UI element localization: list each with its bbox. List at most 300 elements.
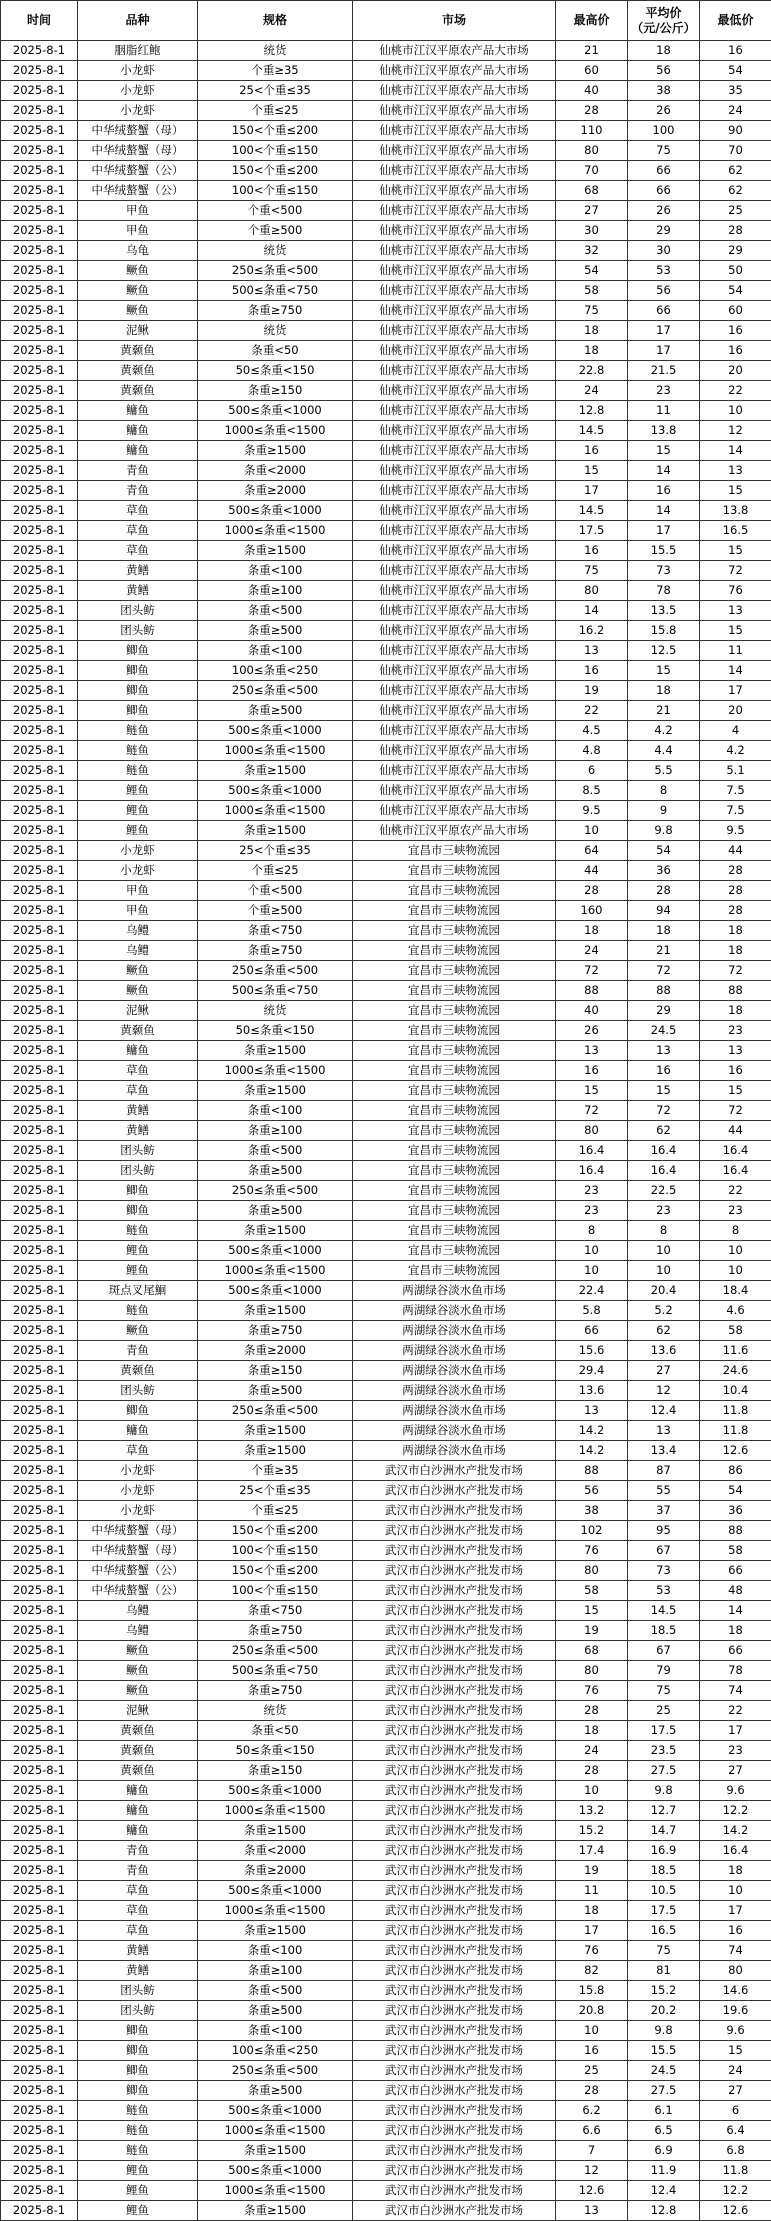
cell-date: 2025-8-1 [1,1541,78,1561]
cell-min-price: 10.4 [700,1381,771,1401]
table-row [1,2061,771,2081]
cell-date: 2025-8-1 [1,641,78,661]
cell-date: 2025-8-1 [1,1161,78,1181]
cell-max-price: 160 [556,901,628,921]
table-row [1,781,771,801]
cell-max-price: 12.8 [556,401,628,421]
cell-avg-price: 16 [628,1061,700,1081]
table-row [1,1161,771,1181]
table-row [1,541,771,561]
cell-spec: 条重≥750 [198,1681,353,1701]
table-row [1,1181,771,1201]
cell-market: 仙桃市江汉平原农产品大市场 [353,281,556,301]
table-row [1,2041,771,2061]
cell-date: 2025-8-1 [1,881,78,901]
cell-spec: 条重≥1500 [198,1301,353,1321]
cell-variety: 鲫鱼 [78,681,198,701]
cell-max-price: 80 [556,1121,628,1141]
cell-min-price: 72 [700,1101,771,1121]
cell-variety: 鳙鱼 [78,1421,198,1441]
cell-market: 武汉市白沙洲水产批发市场 [353,1641,556,1661]
cell-market: 武汉市白沙洲水产批发市场 [353,1961,556,1981]
cell-max-price: 28 [556,101,628,121]
cell-max-price: 76 [556,1541,628,1561]
cell-date: 2025-8-1 [1,1521,78,1541]
cell-variety: 中华绒螯蟹（母） [78,121,198,141]
cell-min-price: 12.2 [700,2181,771,2201]
cell-market: 武汉市白沙洲水产批发市场 [353,2001,556,2021]
cell-market: 武汉市白沙洲水产批发市场 [353,1941,556,1961]
cell-max-price: 16.4 [556,1141,628,1161]
cell-variety: 鲢鱼 [78,2121,198,2141]
cell-max-price: 16 [556,661,628,681]
cell-min-price: 27 [700,1761,771,1781]
cell-date: 2025-8-1 [1,1101,78,1121]
cell-avg-price: 13 [628,1041,700,1061]
cell-date: 2025-8-1 [1,1561,78,1581]
cell-avg-price: 15 [628,1081,700,1101]
cell-market: 武汉市白沙洲水产批发市场 [353,1921,556,1941]
cell-avg-price: 56 [628,61,700,81]
cell-date: 2025-8-1 [1,1901,78,1921]
cell-max-price: 14 [556,601,628,621]
cell-min-price: 7.5 [700,781,771,801]
cell-market: 仙桃市江汉平原农产品大市场 [353,381,556,401]
cell-min-price: 70 [700,141,771,161]
cell-spec: 条重≥1500 [198,2201,353,2221]
cell-date: 2025-8-1 [1,1681,78,1701]
cell-market: 宜昌市三峡物流园 [353,1161,556,1181]
cell-avg-price: 9 [628,801,700,821]
cell-variety: 鲤鱼 [78,2161,198,2181]
cell-max-price: 17.4 [556,1841,628,1861]
cell-spec: 50≤条重<150 [198,1741,353,1761]
cell-spec: 个重≥500 [198,901,353,921]
cell-date: 2025-8-1 [1,201,78,221]
cell-min-price: 4.6 [700,1301,771,1321]
table-row [1,881,771,901]
cell-avg-price: 87 [628,1461,700,1481]
cell-spec: 条重≥500 [198,1381,353,1401]
table-row [1,241,771,261]
cell-market: 仙桃市江汉平原农产品大市场 [353,761,556,781]
cell-avg-price: 12 [628,1381,700,1401]
cell-date: 2025-8-1 [1,541,78,561]
table-row [1,1521,771,1541]
cell-market: 武汉市白沙洲水产批发市场 [353,2081,556,2101]
cell-min-price: 88 [700,981,771,1001]
cell-max-price: 64 [556,841,628,861]
cell-avg-price: 18.5 [628,1621,700,1641]
cell-max-price: 70 [556,161,628,181]
cell-market: 两湖绿谷淡水鱼市场 [353,1301,556,1321]
cell-market: 宜昌市三峡物流园 [353,921,556,941]
cell-spec: 1000≤条重<1500 [198,521,353,541]
table-row [1,1381,771,1401]
cell-max-price: 15.6 [556,1341,628,1361]
cell-date: 2025-8-1 [1,1121,78,1141]
table-row [1,1101,771,1121]
cell-date: 2025-8-1 [1,601,78,621]
cell-date: 2025-8-1 [1,1981,78,2001]
table-row [1,281,771,301]
cell-max-price: 10 [556,821,628,841]
cell-spec: 500≤条重<1000 [198,1881,353,1901]
cell-market: 仙桃市江汉平原农产品大市场 [353,501,556,521]
cell-avg-price: 13.5 [628,601,700,621]
cell-variety: 鳜鱼 [78,1661,198,1681]
table-row [1,1961,771,1981]
cell-min-price: 22 [700,1181,771,1201]
cell-date: 2025-8-1 [1,1801,78,1821]
cell-max-price: 18 [556,921,628,941]
cell-variety: 草鱼 [78,1061,198,1081]
cell-min-price: 74 [700,1681,771,1701]
cell-max-price: 8.5 [556,781,628,801]
cell-max-price: 16 [556,441,628,461]
cell-avg-price: 55 [628,1481,700,1501]
cell-min-price: 16 [700,41,771,61]
cell-avg-price: 36 [628,861,700,881]
cell-date: 2025-8-1 [1,1081,78,1101]
cell-avg-price: 66 [628,161,700,181]
cell-variety: 中华绒螯蟹（母） [78,1541,198,1561]
table-row [1,1141,771,1161]
cell-spec: 条重<100 [198,561,353,581]
cell-max-price: 14.5 [556,501,628,521]
cell-date: 2025-8-1 [1,1581,78,1601]
cell-date: 2025-8-1 [1,1621,78,1641]
cell-date: 2025-8-1 [1,801,78,821]
cell-avg-price: 73 [628,1561,700,1581]
cell-min-price: 25 [700,201,771,221]
cell-spec: 1000≤条重<1500 [198,741,353,761]
cell-date: 2025-8-1 [1,761,78,781]
cell-variety: 草鱼 [78,1881,198,1901]
cell-min-price: 16.5 [700,521,771,541]
cell-date: 2025-8-1 [1,1861,78,1881]
cell-spec: 条重≥750 [198,1621,353,1641]
cell-market: 武汉市白沙洲水产批发市场 [353,1701,556,1721]
cell-variety: 鳙鱼 [78,441,198,461]
cell-spec: 500≤条重<1000 [198,781,353,801]
cell-spec: 统货 [198,241,353,261]
cell-market: 仙桃市江汉平原农产品大市场 [353,781,556,801]
cell-min-price: 16 [700,321,771,341]
cell-min-price: 15 [700,2041,771,2061]
cell-variety: 青鱼 [78,1841,198,1861]
cell-variety: 鲤鱼 [78,1261,198,1281]
cell-market: 武汉市白沙洲水产批发市场 [353,1501,556,1521]
table-row [1,1561,771,1581]
cell-market: 武汉市白沙洲水产批发市场 [353,1521,556,1541]
cell-avg-price: 28 [628,881,700,901]
table-body [1,41,771,2221]
header-row [1,1,771,41]
cell-avg-price: 18 [628,41,700,61]
cell-date: 2025-8-1 [1,1721,78,1741]
cell-max-price: 30 [556,221,628,241]
cell-spec: 条重≥100 [198,581,353,601]
cell-spec: 条重<2000 [198,1841,353,1861]
cell-variety: 鲫鱼 [78,2081,198,2101]
cell-spec: 条重<750 [198,921,353,941]
cell-max-price: 88 [556,1461,628,1481]
cell-variety: 小龙虾 [78,1461,198,1481]
cell-date: 2025-8-1 [1,2141,78,2161]
cell-date: 2025-8-1 [1,1381,78,1401]
cell-date: 2025-8-1 [1,441,78,461]
cell-avg-price: 22.5 [628,1181,700,1201]
cell-avg-price: 54 [628,841,700,861]
cell-min-price: 78 [700,1661,771,1681]
cell-max-price: 28 [556,1761,628,1781]
table-row [1,861,771,881]
cell-variety: 鲢鱼 [78,761,198,781]
table-row [1,801,771,821]
cell-max-price: 88 [556,981,628,1001]
cell-date: 2025-8-1 [1,2081,78,2101]
cell-max-price: 6.2 [556,2101,628,2121]
cell-avg-price: 66 [628,181,700,201]
cell-max-price: 66 [556,1321,628,1341]
cell-spec: 1000≤条重<1500 [198,2181,353,2201]
cell-max-price: 44 [556,861,628,881]
cell-variety: 鲢鱼 [78,741,198,761]
cell-min-price: 18.4 [700,1281,771,1301]
cell-date: 2025-8-1 [1,1781,78,1801]
header-min-price: 最低价 [700,1,771,41]
cell-spec: 250≤条重<500 [198,1641,353,1661]
cell-avg-price: 13.8 [628,421,700,441]
cell-date: 2025-8-1 [1,1441,78,1461]
table-row [1,941,771,961]
cell-max-price: 110 [556,121,628,141]
cell-date: 2025-8-1 [1,941,78,961]
cell-avg-price: 17 [628,321,700,341]
cell-variety: 鲫鱼 [78,661,198,681]
cell-variety: 鳙鱼 [78,421,198,441]
cell-max-price: 15 [556,1601,628,1621]
cell-avg-price: 29 [628,221,700,241]
cell-avg-price: 6.5 [628,2121,700,2141]
cell-min-price: 9.5 [700,821,771,841]
cell-variety: 小龙虾 [78,1501,198,1521]
cell-max-price: 28 [556,2081,628,2101]
cell-min-price: 24 [700,2061,771,2081]
cell-avg-price: 75 [628,1681,700,1701]
cell-min-price: 48 [700,1581,771,1601]
cell-max-price: 14.2 [556,1421,628,1441]
cell-min-price: 18 [700,1621,771,1641]
cell-date: 2025-8-1 [1,1041,78,1061]
cell-avg-price: 21 [628,941,700,961]
cell-variety: 鳜鱼 [78,1641,198,1661]
cell-avg-price: 15 [628,661,700,681]
cell-market: 武汉市白沙洲水产批发市场 [353,1541,556,1561]
cell-min-price: 10 [700,1261,771,1281]
cell-spec: 条重≥750 [198,1321,353,1341]
cell-min-price: 36 [700,1501,771,1521]
cell-market: 武汉市白沙洲水产批发市场 [353,1601,556,1621]
table-row [1,901,771,921]
cell-variety: 青鱼 [78,461,198,481]
cell-variety: 草鱼 [78,1081,198,1101]
table-row [1,1501,771,1521]
cell-date: 2025-8-1 [1,61,78,81]
table-row [1,1801,771,1821]
cell-max-price: 80 [556,581,628,601]
cell-avg-price: 12.7 [628,1801,700,1821]
cell-variety: 鲫鱼 [78,1401,198,1421]
cell-spec: 250≤条重<500 [198,1181,353,1201]
cell-date: 2025-8-1 [1,361,78,381]
cell-market: 仙桃市江汉平原农产品大市场 [353,481,556,501]
cell-date: 2025-8-1 [1,1501,78,1521]
cell-date: 2025-8-1 [1,41,78,61]
table-row [1,481,771,501]
cell-date: 2025-8-1 [1,1401,78,1421]
cell-variety: 小龙虾 [78,1481,198,1501]
cell-market: 武汉市白沙洲水产批发市场 [353,1621,556,1641]
cell-min-price: 13 [700,461,771,481]
cell-max-price: 25 [556,2061,628,2081]
cell-spec: 条重≥1500 [198,1441,353,1461]
cell-max-price: 82 [556,1961,628,1981]
cell-min-price: 29 [700,241,771,261]
cell-max-price: 38 [556,1501,628,1521]
cell-min-price: 50 [700,261,771,281]
cell-max-price: 21 [556,41,628,61]
cell-market: 两湖绿谷淡水鱼市场 [353,1381,556,1401]
cell-spec: 条重<50 [198,1721,353,1741]
cell-max-price: 22.4 [556,1281,628,1301]
cell-min-price: 80 [700,1961,771,1981]
cell-date: 2025-8-1 [1,401,78,421]
cell-market: 武汉市白沙洲水产批发市场 [353,1821,556,1841]
cell-max-price: 16.2 [556,621,628,641]
cell-date: 2025-8-1 [1,521,78,541]
cell-max-price: 12 [556,2161,628,2181]
cell-variety: 鲫鱼 [78,1181,198,1201]
cell-date: 2025-8-1 [1,1201,78,1221]
cell-spec: 条重≥500 [198,1201,353,1221]
cell-spec: 50≤条重<150 [198,1021,353,1041]
cell-variety: 团头鲂 [78,621,198,641]
cell-market: 武汉市白沙洲水产批发市场 [353,1981,556,2001]
cell-spec: 条重<500 [198,601,353,621]
cell-min-price: 14 [700,1601,771,1621]
table-row [1,681,771,701]
cell-market: 仙桃市江汉平原农产品大市场 [353,641,556,661]
cell-max-price: 19 [556,1621,628,1641]
cell-market: 武汉市白沙洲水产批发市场 [353,2141,556,2161]
cell-min-price: 14 [700,441,771,461]
cell-min-price: 24.6 [700,1361,771,1381]
cell-spec: 条重≥500 [198,1161,353,1181]
cell-max-price: 8 [556,1221,628,1241]
cell-min-price: 10 [700,1241,771,1261]
cell-max-price: 60 [556,61,628,81]
cell-max-price: 4.8 [556,741,628,761]
cell-variety: 草鱼 [78,1901,198,1921]
cell-avg-price: 73 [628,561,700,581]
cell-market: 宜昌市三峡物流园 [353,841,556,861]
cell-variety: 草鱼 [78,521,198,541]
cell-min-price: 28 [700,881,771,901]
cell-max-price: 22 [556,701,628,721]
cell-variety: 鲫鱼 [78,2041,198,2061]
cell-max-price: 18 [556,1901,628,1921]
cell-avg-price: 53 [628,1581,700,1601]
cell-market: 仙桃市江汉平原农产品大市场 [353,461,556,481]
cell-spec: 150<个重≤200 [198,1561,353,1581]
cell-min-price: 15 [700,621,771,641]
cell-date: 2025-8-1 [1,2001,78,2021]
cell-market: 宜昌市三峡物流园 [353,1061,556,1081]
table-row [1,141,771,161]
table-row [1,701,771,721]
table-row [1,981,771,1001]
table-row [1,581,771,601]
cell-date: 2025-8-1 [1,2021,78,2041]
table-row [1,1841,771,1861]
table-row [1,2141,771,2161]
cell-max-price: 15.2 [556,1821,628,1841]
table-row [1,41,771,61]
cell-variety: 泥鳅 [78,1001,198,1021]
table-row [1,741,771,761]
cell-max-price: 54 [556,261,628,281]
cell-min-price: 14.6 [700,1981,771,2001]
cell-spec: 250≤条重<500 [198,681,353,701]
table-row [1,2081,771,2101]
table-row [1,1601,771,1621]
cell-variety: 鳙鱼 [78,1041,198,1061]
cell-avg-price: 13.4 [628,1441,700,1461]
cell-avg-price: 78 [628,581,700,601]
cell-market: 宜昌市三峡物流园 [353,981,556,1001]
table-row [1,1221,771,1241]
cell-min-price: 12.6 [700,1441,771,1461]
cell-variety: 黄颡鱼 [78,1761,198,1781]
cell-spec: 500≤条重<1000 [198,401,353,421]
cell-variety: 鲤鱼 [78,781,198,801]
table-row [1,841,771,861]
cell-spec: 个重≤25 [198,101,353,121]
cell-variety: 鲤鱼 [78,2181,198,2201]
cell-date: 2025-8-1 [1,501,78,521]
cell-variety: 黄颡鱼 [78,381,198,401]
cell-market: 武汉市白沙洲水产批发市场 [353,2121,556,2141]
cell-variety: 鲫鱼 [78,1201,198,1221]
table-row [1,1461,771,1481]
cell-avg-price: 12.4 [628,2181,700,2201]
cell-market: 宜昌市三峡物流园 [353,1181,556,1201]
table-row [1,1081,771,1101]
cell-max-price: 11 [556,1881,628,1901]
cell-market: 仙桃市江汉平原农产品大市场 [353,61,556,81]
table-row [1,421,771,441]
table-row [1,1721,771,1741]
cell-min-price: 24 [700,101,771,121]
cell-min-price: 18 [700,921,771,941]
table-row [1,261,771,281]
cell-min-price: 35 [700,81,771,101]
cell-min-price: 9.6 [700,1781,771,1801]
cell-avg-price: 79 [628,1661,700,1681]
cell-date: 2025-8-1 [1,241,78,261]
